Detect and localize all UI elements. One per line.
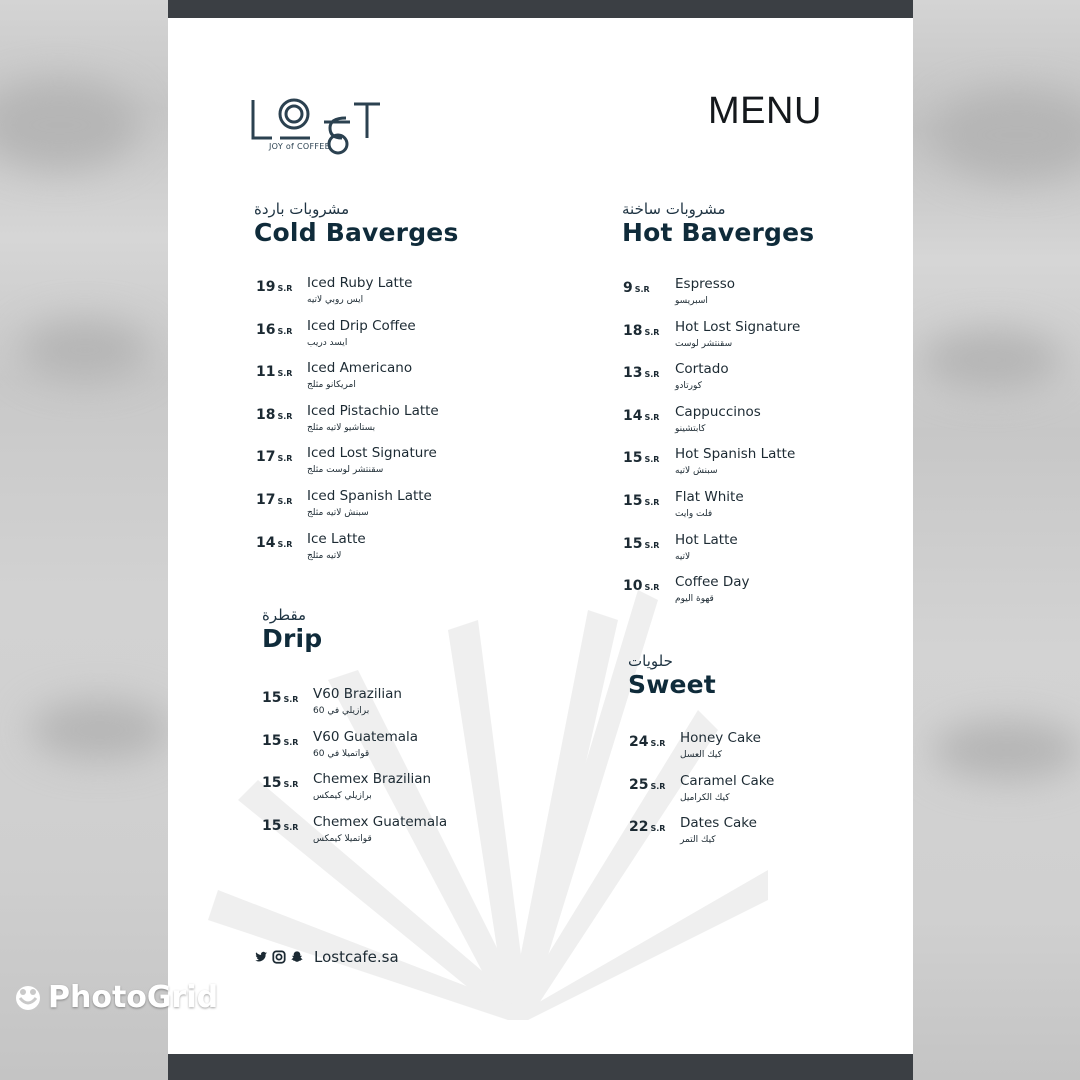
item-name: Chemex Guatemala xyxy=(313,813,448,830)
drip-menu-item xyxy=(262,729,462,769)
price-unit: S.R xyxy=(277,497,293,506)
item-name-ar: سقنتشر لوست مثلج xyxy=(307,465,384,476)
price-unit: S.R xyxy=(283,695,299,704)
drip-title-ar: مقطرة xyxy=(262,606,307,624)
item-price xyxy=(262,775,298,791)
item-price xyxy=(623,536,659,552)
item-name-ar: فلت وايت xyxy=(675,509,713,519)
item-name: Honey Cake xyxy=(680,730,761,746)
menu-title: MENU xyxy=(708,90,822,132)
photogrid-watermark xyxy=(14,980,218,1015)
sweet-title-en: Sweet xyxy=(628,670,716,699)
item-name-ar: لاتيه مثلج xyxy=(307,550,342,561)
price-value: 15 xyxy=(262,732,282,749)
price-unit: S.R xyxy=(650,781,666,791)
hot-title-ar: مشروبات ساخنة xyxy=(622,200,726,218)
item-name: Ice Latte xyxy=(307,530,366,547)
price-value: 15 xyxy=(262,690,282,706)
bottom-bar xyxy=(168,1054,913,1080)
cold-menu-item xyxy=(256,360,456,400)
snapchat-icon[interactable] xyxy=(290,950,304,964)
item-name: Hot Lost Signature xyxy=(675,318,801,335)
drip-menu-item xyxy=(262,686,462,726)
logo-tagline: JOY of COFFEE xyxy=(269,142,330,151)
item-name-ar: ايس روبي لاتيه xyxy=(307,295,364,305)
sweet-menu-item xyxy=(629,815,829,855)
item-price xyxy=(256,279,292,295)
price-unit: S.R xyxy=(634,285,650,294)
item-price xyxy=(262,818,298,834)
price-value: 11 xyxy=(256,364,276,381)
item-price xyxy=(262,690,298,706)
drip-menu-item xyxy=(262,771,462,811)
price-value: 13 xyxy=(623,365,643,382)
item-name: Caramel Cake xyxy=(680,772,775,789)
price-unit: S.R xyxy=(644,412,660,422)
item-name-ar: قواتميلا في 60 xyxy=(313,748,370,759)
price-unit: S.R xyxy=(277,539,293,549)
item-price xyxy=(623,280,650,296)
price-value: 15 xyxy=(262,817,282,834)
drip-title-en: Drip xyxy=(262,624,323,653)
price-value: 15 xyxy=(623,535,643,552)
hot-menu-item xyxy=(623,532,823,572)
price-unit: S.R xyxy=(650,824,666,834)
item-name-ar: سقنتشر لوست xyxy=(675,338,733,349)
item-name-ar: برازيلي كيمكس xyxy=(313,791,372,802)
item-name-ar: بستاشيو لاتيه مثلج xyxy=(307,422,376,433)
item-price xyxy=(629,777,665,793)
item-name-ar: امريكانو مثلج xyxy=(307,380,356,391)
item-name: Iced Americano xyxy=(307,360,413,377)
blurred-background-right xyxy=(912,0,1080,1080)
item-price xyxy=(629,819,665,835)
hot-title-en: Hot Baverges xyxy=(622,218,815,247)
item-name: Dates Cake xyxy=(680,815,757,832)
hot-menu-item xyxy=(623,276,823,316)
item-price xyxy=(256,322,292,338)
item-price xyxy=(623,323,659,339)
item-name-ar: سبنش لاتيه مثلج xyxy=(307,508,369,518)
price-unit: S.R xyxy=(277,326,293,336)
price-value: 25 xyxy=(629,776,649,793)
price-value: 18 xyxy=(256,406,276,423)
price-value: 24 xyxy=(629,734,649,750)
price-unit: S.R xyxy=(283,737,299,747)
hot-menu-item xyxy=(623,404,823,444)
item-price xyxy=(256,535,292,551)
item-price xyxy=(623,365,659,381)
item-name: Chemex Brazilian xyxy=(313,771,432,788)
price-unit: S.R xyxy=(644,327,660,337)
cold-title-en: Cold Baverges xyxy=(254,218,459,247)
sweet-menu-item xyxy=(629,730,829,770)
price-unit: S.R xyxy=(277,454,293,464)
menu-page xyxy=(168,0,913,1080)
price-value: 19 xyxy=(256,279,276,295)
item-price xyxy=(629,734,665,750)
price-value: 17 xyxy=(256,449,276,466)
item-name: Espresso xyxy=(675,276,736,292)
hot-menu-item xyxy=(623,361,823,401)
item-name: Hot Latte xyxy=(675,531,738,548)
price-value: 10 xyxy=(623,578,643,595)
item-name: V60 Guatemala xyxy=(313,728,419,745)
cold-menu-item xyxy=(256,403,456,443)
item-name: Iced Spanish Latte xyxy=(307,488,432,504)
price-unit: S.R xyxy=(277,369,293,379)
item-price xyxy=(256,449,292,465)
item-name: Coffee Day xyxy=(675,574,750,591)
cold-menu-item xyxy=(256,445,456,485)
item-name: Iced Drip Coffee xyxy=(307,317,416,334)
social-links xyxy=(254,948,399,966)
item-name-ar: ايسد دريب xyxy=(307,337,348,348)
item-name-ar: كيك التمر xyxy=(680,835,716,846)
item-price xyxy=(623,578,659,594)
drip-menu-item xyxy=(262,814,462,854)
price-unit: S.R xyxy=(277,411,293,421)
photogrid-smile-icon xyxy=(14,984,42,1012)
item-price xyxy=(623,408,659,424)
hot-menu-item xyxy=(623,489,823,529)
item-name-ar: كيك العسل xyxy=(680,750,722,760)
price-unit: S.R xyxy=(277,284,293,293)
price-unit: S.R xyxy=(644,498,660,507)
price-value: 18 xyxy=(623,322,643,339)
cold-menu-item xyxy=(256,318,456,358)
hot-menu-item xyxy=(623,574,823,614)
social-handle[interactable]: Lostcafe.sa xyxy=(314,948,399,966)
cold-beverages-section xyxy=(254,200,459,247)
item-name-ar: سبنش لاتيه xyxy=(675,466,718,477)
item-name: Iced Lost Signature xyxy=(307,445,437,462)
item-name-ar: قهوة اليوم xyxy=(675,594,714,605)
item-name-ar: كورتادو xyxy=(675,381,702,392)
item-price xyxy=(256,407,292,423)
item-price xyxy=(623,450,659,466)
price-unit: S.R xyxy=(283,780,299,790)
hot-beverages-section xyxy=(622,200,814,247)
item-name: Flat White xyxy=(675,489,744,505)
cold-menu-item xyxy=(256,531,456,571)
blurred-background-left xyxy=(0,0,168,1080)
item-name: Cortado xyxy=(675,361,729,378)
item-name: Iced Ruby Latte xyxy=(307,275,413,291)
drip-section xyxy=(262,606,322,653)
sweet-title-ar: حلويات xyxy=(628,652,673,670)
price-value: 15 xyxy=(262,775,282,792)
price-value: 15 xyxy=(623,450,643,467)
item-name-ar: اسبريسو xyxy=(675,296,708,306)
price-unit: S.R xyxy=(650,739,666,748)
price-value: 17 xyxy=(256,492,276,508)
price-value: 14 xyxy=(256,534,276,551)
sweet-section xyxy=(628,652,716,699)
price-value: 22 xyxy=(629,819,649,836)
price-value: 14 xyxy=(623,407,643,424)
price-unit: S.R xyxy=(644,370,660,380)
item-name-ar: لاتيه xyxy=(675,551,691,562)
item-price xyxy=(256,492,292,508)
hot-menu-item xyxy=(623,446,823,486)
item-name: Cappuccinos xyxy=(675,403,761,420)
price-unit: S.R xyxy=(644,583,660,593)
hot-menu-item xyxy=(623,319,823,359)
item-price xyxy=(256,364,292,380)
item-name-ar: كيك الكراميل xyxy=(680,792,730,803)
twitter-icon[interactable] xyxy=(254,950,268,964)
item-name-ar: قواتميلا كيمكس xyxy=(313,833,372,844)
item-name: Hot Spanish Latte xyxy=(675,446,796,463)
price-value: 15 xyxy=(623,493,643,509)
price-unit: S.R xyxy=(644,455,660,465)
price-unit: S.R xyxy=(644,540,660,550)
item-name: V60 Brazilian xyxy=(313,686,402,702)
instagram-icon[interactable] xyxy=(272,950,286,964)
cold-title-ar: مشروبات باردة xyxy=(254,200,350,218)
price-value: 16 xyxy=(256,321,276,338)
top-bar xyxy=(168,0,913,18)
sweet-menu-item xyxy=(629,773,829,813)
price-unit: S.R xyxy=(283,822,299,832)
price-value: 9 xyxy=(623,280,633,296)
item-name-ar: برازيلي في 60 xyxy=(313,706,370,716)
item-name: Iced Pistachio Latte xyxy=(307,402,439,419)
item-price xyxy=(623,493,659,509)
item-name-ar: كابتشينو xyxy=(675,423,706,434)
watermark-text: PhotoGrid xyxy=(48,980,219,1015)
item-price xyxy=(262,733,298,749)
cold-menu-item xyxy=(256,488,456,528)
cold-menu-item xyxy=(256,275,456,315)
